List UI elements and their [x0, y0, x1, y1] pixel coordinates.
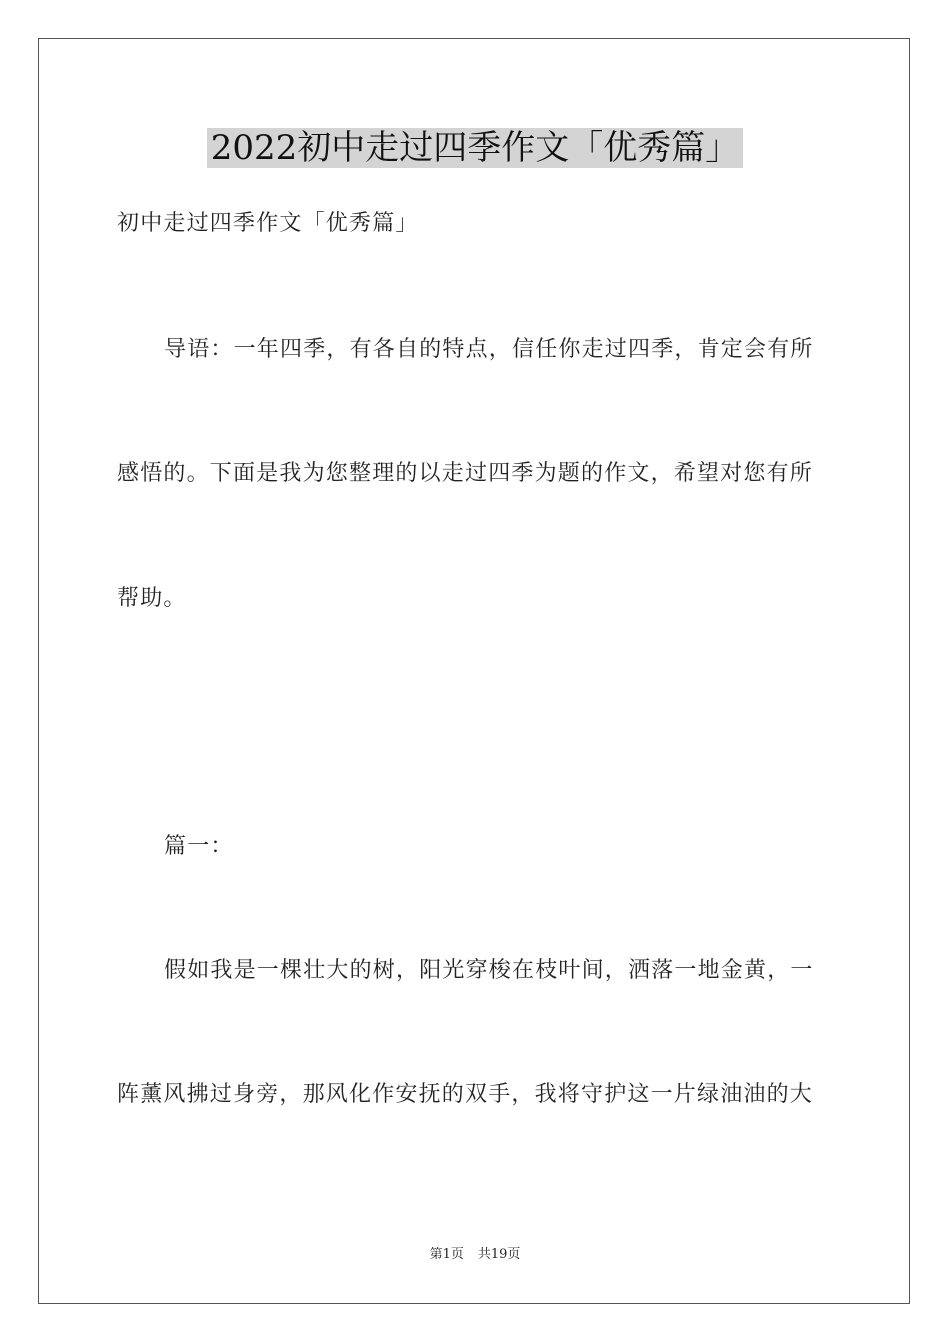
paragraph-line: 感悟的。下面是我为您整理的以走过四季为题的作文，希望对您有所: [117, 461, 814, 486]
paragraph-line: 帮助。: [117, 586, 187, 611]
page-total: 共19页: [477, 1247, 521, 1262]
paragraph-line: 假如我是一棵壮大的树，阳光穿梭在枝叶间，洒落一地金黄，一: [164, 958, 814, 983]
document-subtitle: 初中走过四季作文「优秀篇」: [117, 211, 419, 236]
title-container: [0, 128, 950, 168]
document-title: 2022初中走过四季作文「优秀篇」: [207, 128, 744, 168]
section-heading: 篇一：: [164, 834, 234, 859]
page-number: 第1页: [429, 1247, 464, 1262]
paragraph-line: 阵薰风拂过身旁，那风化作安抚的双手，我将守护这一片绿油油的大: [117, 1082, 814, 1107]
paragraph-line: 导语：一年四季，有各自的特点，信任你走过四季，肯定会有所: [164, 337, 814, 362]
page-footer: [0, 1246, 950, 1264]
